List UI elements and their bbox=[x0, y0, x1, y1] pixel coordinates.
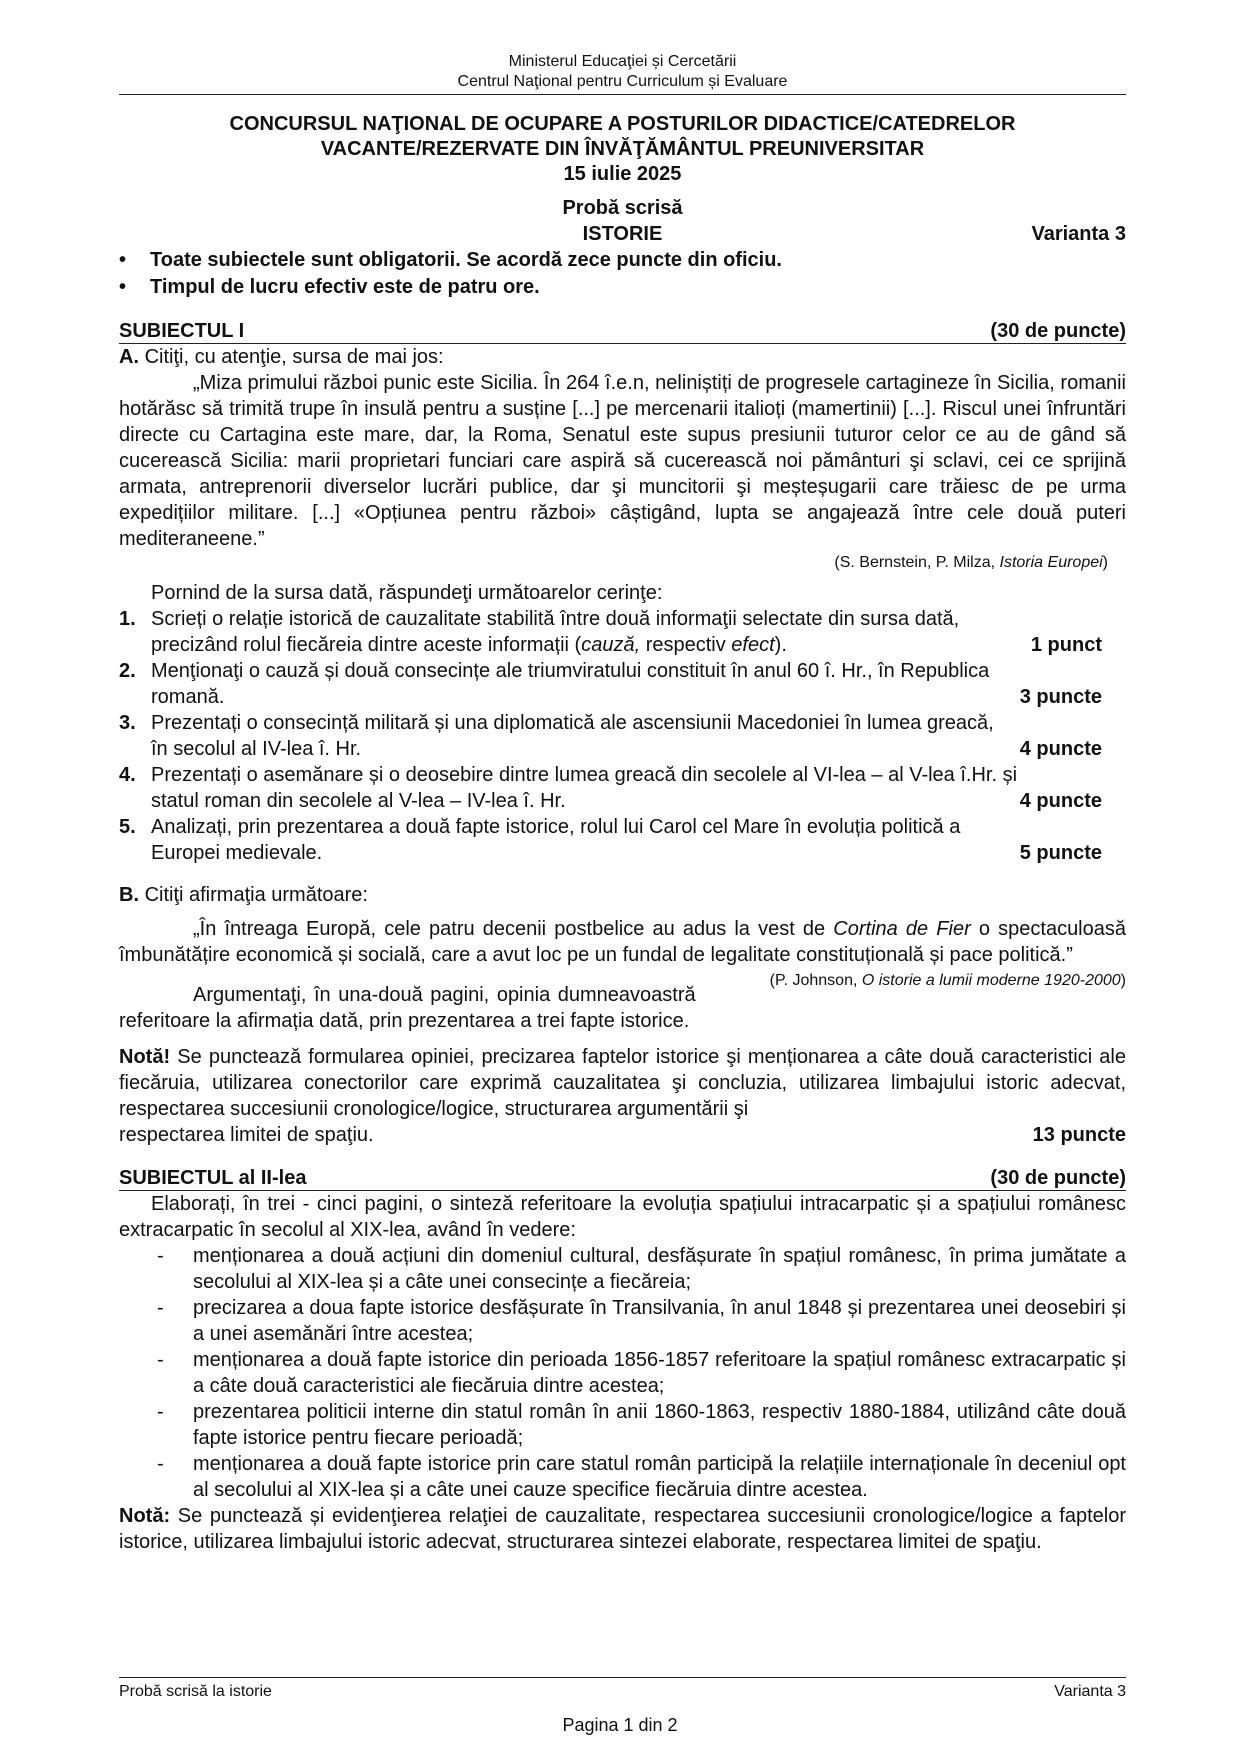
part-b-label: B. bbox=[119, 884, 139, 906]
part-b-note bbox=[119, 1044, 1126, 1122]
question-text: Menţionaţi o cauză și două consecințe ale triumviratului constituit în anul 60 î. Hr., în Republica bbox=[151, 660, 990, 682]
quote-text bbox=[119, 916, 1126, 989]
requirement-item bbox=[119, 1451, 1126, 1503]
subject-2-note bbox=[119, 1503, 1126, 1555]
title-line-2: VACANTE/REZERVATE DIN ÎNVĂŢĂMÂNTUL PREUNIVERSITAR bbox=[320, 138, 925, 160]
part-a-label: A. bbox=[119, 346, 139, 368]
quote-italic: Cortina de Fier bbox=[833, 918, 971, 940]
question-5 bbox=[119, 814, 1126, 866]
part-a-instruction bbox=[119, 344, 1126, 370]
exam-page bbox=[119, 52, 1126, 1555]
requirement-text: menționarea a două acțiuni din domeniul cultural, desfășurate în spațiul românesc, în prima jumătate a secolului al XIX-lea și a câte unei consecințe a fiecăreia; bbox=[193, 1245, 1126, 1293]
question-text: Prezentați o asemănare și o deosebire dintre lumea greacă din secolele al VI-lea – al V-lea î.Hr. și bbox=[151, 764, 1018, 786]
citation-end: ) bbox=[1102, 554, 1108, 571]
dash-marker: - bbox=[157, 1453, 164, 1475]
variant-label: Varianta 3 bbox=[1031, 223, 1126, 245]
question-last-line bbox=[151, 788, 1126, 814]
text-part: precizând rolul fiecăreia dintre aceste informații ( bbox=[151, 634, 582, 656]
quote-part: o spectaculoasă îmbunătățire economică și socială, care a avut loc pe un fundal de legalitate constituțională și pace politică.” bbox=[119, 918, 1126, 966]
note-label: Notă: bbox=[119, 1505, 171, 1527]
exam-date: 15 iulie 2025 bbox=[563, 163, 682, 185]
question-last-line bbox=[151, 632, 1126, 658]
question-points: 4 puncte bbox=[1019, 738, 1102, 760]
footer bbox=[119, 1682, 1126, 1702]
citation-authors: (S. Bernstein, P. Milza, bbox=[834, 554, 1000, 571]
part-b-note-last-line bbox=[119, 1122, 1126, 1148]
question-2 bbox=[119, 658, 1126, 710]
citation-end: ) bbox=[1120, 972, 1126, 989]
part-a-text: Citiţi, cu atenţie, sursa de mai jos: bbox=[144, 346, 444, 368]
effect-term: efect bbox=[731, 634, 775, 656]
source-citation bbox=[119, 552, 1126, 574]
question-points: 3 puncte bbox=[1019, 686, 1102, 708]
footer-variant: Varianta 3 bbox=[1054, 1683, 1126, 1700]
question-last-line bbox=[151, 736, 1126, 762]
requirement-item bbox=[119, 1399, 1126, 1451]
instruction-item: • Timpul de lucru efectiv este de patru ore. bbox=[119, 274, 1126, 301]
instruction-item: • Toate subiectele sunt obligatorii. Se acordă zece puncte din oficiu. bbox=[119, 247, 1126, 274]
dash-marker: - bbox=[157, 1349, 164, 1371]
exam-title bbox=[119, 112, 1126, 187]
question-points: 5 puncte bbox=[1019, 842, 1102, 864]
requirement-text: menționarea a două fapte istorice din perioada 1856-1857 referitoare la spațiul românesc extracarpatic și a câte două caracteristici ale fiecăruia dintre acestea; bbox=[193, 1349, 1126, 1397]
requirement-item bbox=[119, 1243, 1126, 1295]
question-text-end bbox=[151, 632, 787, 658]
question-number: 2. bbox=[119, 660, 136, 682]
instructions-list bbox=[119, 247, 1126, 301]
questions-lead: Pornind de la sursa dată, răspundeţi următoarelor cerinţe: bbox=[151, 582, 663, 604]
text-part: respectiv bbox=[640, 634, 732, 656]
question-text: Prezentați o consecință militară și una diplomatică ale ascensiunii Macedoniei în lumea greacă, bbox=[151, 712, 994, 734]
subject-2-heading bbox=[119, 1166, 1126, 1191]
question-text-end: în secolul al IV-lea î. Hr. bbox=[151, 738, 362, 760]
subject-2-points: (30 de puncte) bbox=[990, 1167, 1126, 1189]
header bbox=[119, 52, 1126, 92]
note-text: Se punctează și evidenţierea relaţiei de cauzalitate, respectarea succesiunii cronologice/logice a faptelor istorice, utilizarea limbajului istoric adecvat, structurarea sintezei elaborate, respectarea limitei de spaţiu. bbox=[119, 1505, 1126, 1553]
question-points: 1 punct bbox=[1030, 634, 1102, 656]
dash-marker: - bbox=[157, 1401, 164, 1423]
quote-part: „În întreaga Europă, cele patru decenii postbelice au adus la vest de bbox=[193, 918, 834, 940]
footer-exam-label: Probă scrisă la istorie bbox=[119, 1683, 272, 1700]
requirement-text: menționarea a două fapte istorice prin care statul român participă la relațiile internaționale în deceniul opt al secolului al XIX-lea și a câte unei cauze specifice fiecăruia dintre acestea. bbox=[193, 1453, 1126, 1501]
question-points: 4 puncte bbox=[1019, 790, 1102, 812]
source-text: „Miza primului război punic este Sicilia. În 264 î.e.n, neliniștiți de progresele cartagineze în Sicilia, romanii hotărăsc să trimită trupe în insulă pentru a susține [...] pe mercenarii italioți (mamertinii) [...]. Riscul unei înfruntări directe cu Cartagina este mare, dar, la Roma, Senatul este supus presiunii tuturor celor ce au de gând să cucerească Sicilia: marii proprietari funciari care aspiră să cucerească noi pământuri şi sclavi, cei ce sprijină armata, antreprenorii diverselor lucrări publice, dar şi muncitorii şi meșteșugarii care trăiesc de pe urma expedițiilor militare. [...] «Opțiunea pentru război» câștigând, lupta se angajează între cele două puteri mediteraneene.” bbox=[119, 372, 1126, 550]
subject-2-intro: Elaborați, în trei - cinci pagini, o sinteză referitoare la evoluția spațiului intracarpatic și a spațiului românesc extracarpatic în secolul al XIX-lea, având în vedere: bbox=[119, 1193, 1126, 1241]
dash-marker: - bbox=[157, 1297, 164, 1319]
part-b-instruction bbox=[119, 882, 1126, 908]
center-name: Centrul Naţional pentru Curriculum și Evaluare bbox=[457, 73, 788, 90]
question-last-line bbox=[151, 684, 1126, 710]
question-number: 1. bbox=[119, 608, 136, 630]
subject-1-title: SUBIECTUL I bbox=[119, 320, 245, 342]
requirement-item bbox=[119, 1347, 1126, 1399]
citation-author: (P. Johnson, bbox=[769, 972, 862, 989]
text-part: ). bbox=[774, 634, 787, 656]
footer-divider bbox=[119, 1677, 1126, 1678]
question-4 bbox=[119, 762, 1126, 814]
question-1 bbox=[119, 606, 1126, 658]
requirement-text: precizarea a doua fapte istorice desfășurate în Transilvania, în anul 1848 și prezentarea unei deosebiri și a unei asemănări între acestea; bbox=[193, 1297, 1126, 1345]
subject-row bbox=[119, 221, 1126, 247]
header-divider bbox=[119, 94, 1126, 95]
question-text: Scrieți o relație istorică de cauzalitate stabilită între două informaţii selectate din sursa dată, bbox=[151, 608, 960, 630]
part-b-points: 13 puncte bbox=[1032, 1124, 1126, 1146]
question-text: Analizați, prin prezentarea a două fapte istorice, rolul lui Carol cel Mare în evoluția politică a bbox=[151, 816, 961, 838]
subject-1-points: (30 de puncte) bbox=[990, 320, 1126, 342]
question-last-line bbox=[151, 840, 1126, 866]
dash-marker: - bbox=[157, 1245, 164, 1267]
citation-title: Istoria Europei bbox=[999, 554, 1103, 571]
question-text-end: statul roman din secolele al V-lea – IV-lea î. Hr. bbox=[151, 790, 566, 812]
quote-citation bbox=[696, 968, 1126, 994]
citation-title: O istorie a lumii moderne 1920-2000 bbox=[861, 972, 1121, 989]
note-text-end: respectarea limitei de spaţiu. bbox=[119, 1124, 374, 1146]
cause-term: cauză, bbox=[581, 634, 641, 656]
question-text-end: romană. bbox=[151, 686, 225, 708]
page-number: Pagina 1 din 2 bbox=[562, 1715, 678, 1735]
question-3 bbox=[119, 710, 1126, 762]
title-line-1: CONCURSUL NAŢIONAL DE OCUPARE A POSTURILOR DIDACTICE/CATEDRELOR bbox=[229, 113, 1016, 135]
ministry-name: Ministerul Educaţiei și Cercetării bbox=[508, 53, 737, 70]
subject-2-title: SUBIECTUL al II-lea bbox=[119, 1167, 307, 1189]
argument-task: Argumentaţi, în una-două pagini, opinia dumneavoastră referitoare la afirmația dată, prin prezentarea a trei fapte istorice. bbox=[119, 984, 696, 1032]
requirement-text: prezentarea politicii interne din statul român în anii 1860-1863, respectiv 1880-1884, utilizând câte două fapte istorice pentru fiecare perioadă; bbox=[193, 1401, 1126, 1449]
question-number: 3. bbox=[119, 712, 136, 734]
subject-1-heading bbox=[119, 319, 1126, 344]
question-text-end: Europei medievale. bbox=[151, 842, 323, 864]
exam-type: Probă scrisă bbox=[562, 197, 683, 219]
question-number: 5. bbox=[119, 816, 136, 838]
question-number: 4. bbox=[119, 764, 136, 786]
subject-name: ISTORIE bbox=[582, 223, 663, 245]
requirement-item bbox=[119, 1295, 1126, 1347]
note-label: Notă! bbox=[119, 1046, 171, 1068]
part-b-text: Citiţi afirmaţia următoare: bbox=[144, 884, 368, 906]
note-text: Se punctează formularea opiniei, precizarea faptelor istorice şi menționarea a câte două caracteristici ale fiecăruia, utilizarea conectorilor care exprimă cauzalitatea şi concluzia, utilizarea limbajului istoric adecvat, respectarea succesiunii cronologice/logice, structurarea argumentării şi bbox=[119, 1046, 1126, 1120]
